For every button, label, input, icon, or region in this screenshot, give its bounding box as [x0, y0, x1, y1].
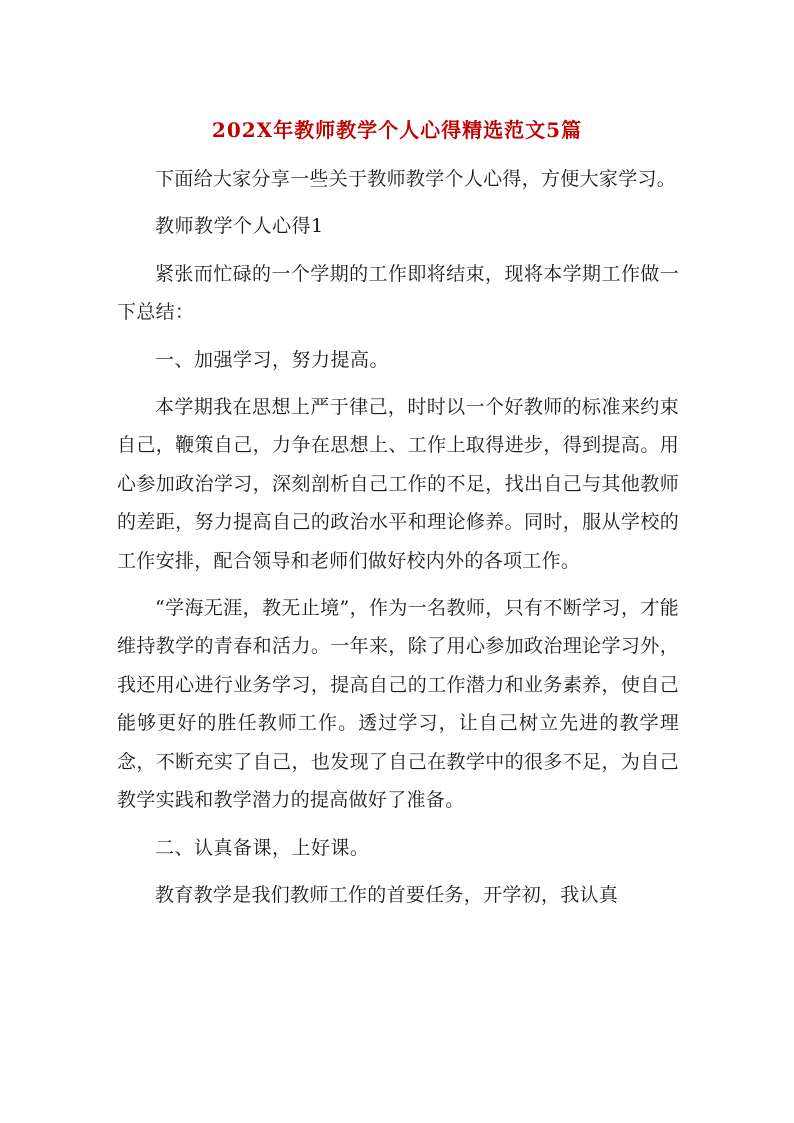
intro-paragraph: 下面给大家分享一些关于教师教学个人心得，方便大家学习。 — [155, 168, 677, 190]
subheading-2: 二、认真备课，上好课。 — [155, 836, 370, 859]
body-paragraph: “学海无涯，教无止境”，作为一名教师，只有不断学习，才能维持教学的青春和活力。一年来，除了用心参加政治理论学习外，我还用心进行业务学习，提高自己的工作潜力和业务素养，使自己能够更好的胜任教师工作。透过学习，让自己树立先进的教学理念，不断充实了自己，也发现了自己在教学中的很多不足，为自己教学实践和教学潜力的提高做好了准备。 — [117, 597, 679, 812]
section-heading-essay-1: 教师教学个人心得1 — [155, 215, 324, 238]
body-paragraph: 教育教学是我们教师工作的首要任务，开学初，我认真 — [155, 883, 619, 906]
document-body — [117, 160, 679, 923]
document-title: 202X年教师教学个人心得精选范文5篇 — [211, 118, 583, 143]
body-paragraph: 紧张而忙碌的一个学期的工作即将结束，现将本学期工作做一下总结： — [117, 262, 679, 324]
subheading-1: 一、加强学习，努力提高。 — [155, 348, 390, 371]
body-paragraph: 本学期我在思想上严于律己，时时以一个好教师的标准来约束自己，鞭策自己，力争在思想上、工作上取得进步，得到提高。用心参加政治学习，深刻剖析自己工作的不足，找出自己与其他教师的差距，努力提高自己的政治水平和理论修养。同时，服从学校的工作安排，配合领导和老师们做好校内外的各项工作。 — [117, 396, 679, 572]
